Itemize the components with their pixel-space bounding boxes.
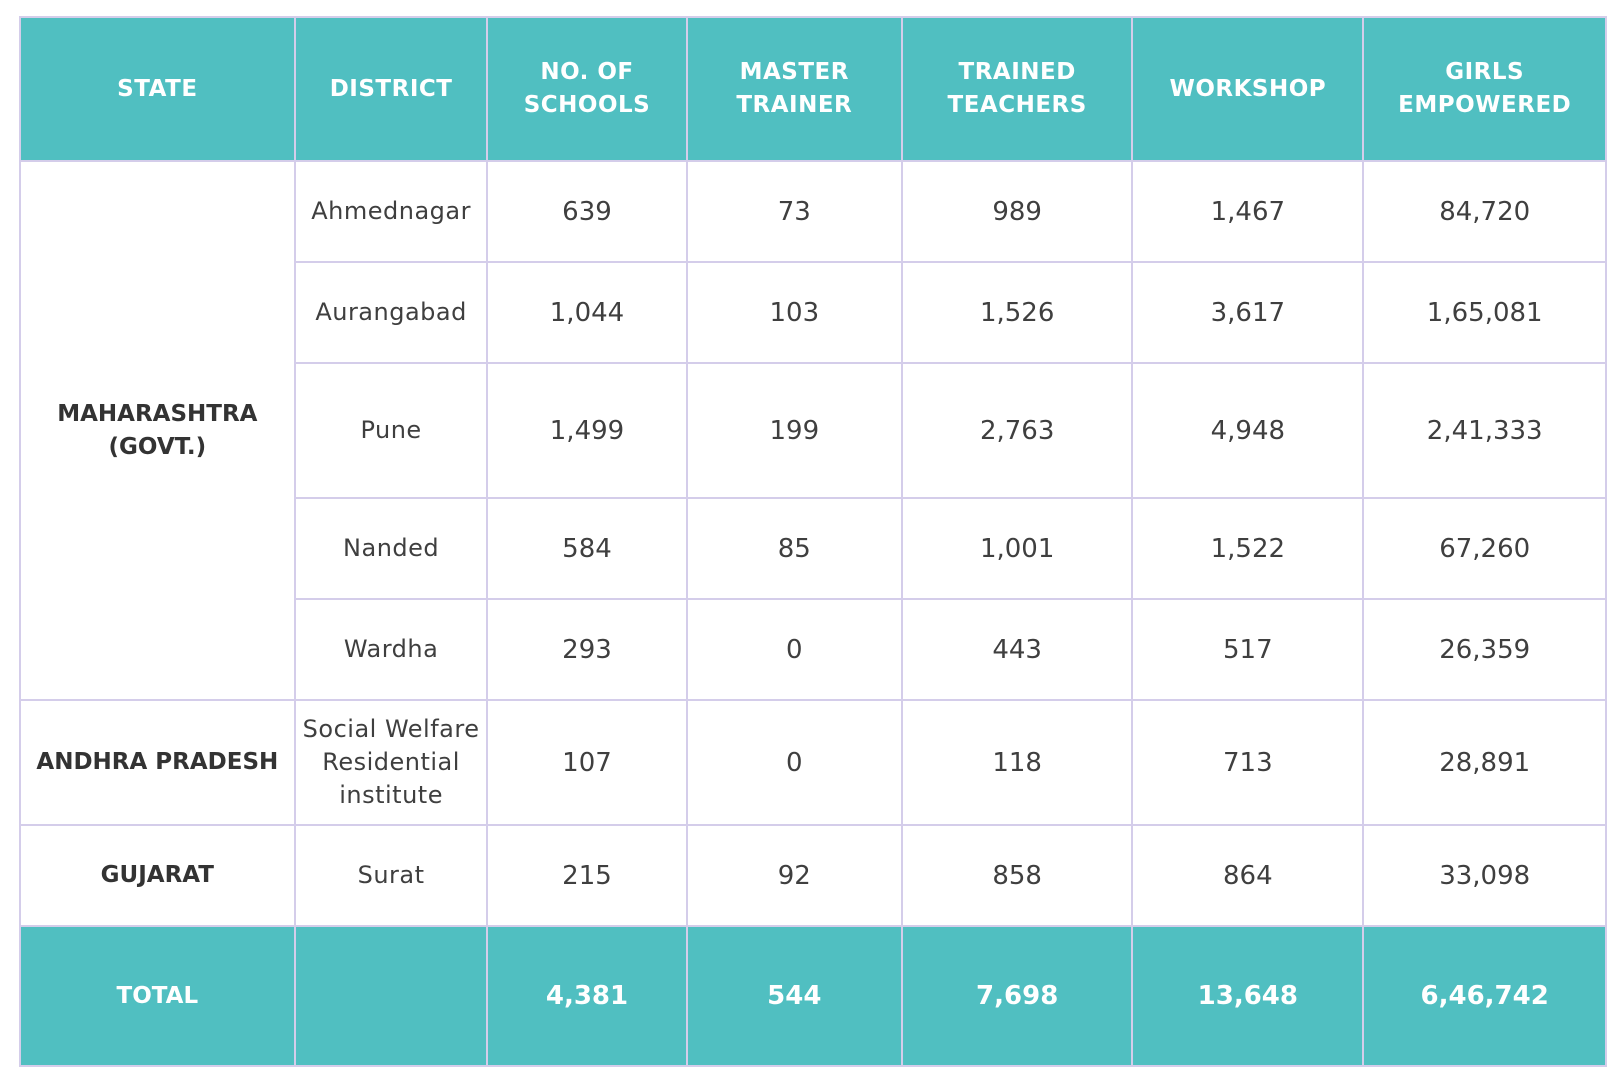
schools-cell: 107: [487, 700, 686, 825]
trained-teachers-cell: 1,001: [902, 498, 1132, 599]
district-cell: Surat: [295, 825, 488, 926]
schools-cell: 215: [487, 825, 686, 926]
master-trainer-cell: 0: [687, 599, 903, 700]
master-trainer-cell: 73: [687, 161, 903, 262]
workshop-cell: 4,948: [1132, 363, 1363, 498]
header-master-trainer: MASTER TRAINER: [687, 17, 903, 161]
master-trainer-cell: 85: [687, 498, 903, 599]
workshop-cell: 517: [1132, 599, 1363, 700]
schools-cell: 584: [487, 498, 686, 599]
girls-empowered-cell: 84,720: [1363, 161, 1606, 262]
workshop-cell: 864: [1132, 825, 1363, 926]
district-cell: Nanded: [295, 498, 488, 599]
total-master-trainer-cell: 544: [687, 926, 903, 1066]
data-table: [19, 16, 1607, 1067]
girls-empowered-cell: 33,098: [1363, 825, 1606, 926]
header-girls-empowered: GIRLS EMPOWERED: [1363, 17, 1606, 161]
trained-teachers-cell: 989: [902, 161, 1132, 262]
table-row: [20, 825, 1606, 926]
schools-cell: 639: [487, 161, 686, 262]
master-trainer-cell: 199: [687, 363, 903, 498]
district-cell: Aurangabad: [295, 262, 488, 363]
master-trainer-cell: 92: [687, 825, 903, 926]
schools-cell: 293: [487, 599, 686, 700]
district-cell: Wardha: [295, 599, 488, 700]
total-workshop-cell: 13,648: [1132, 926, 1363, 1066]
state-cell-maharashtra: MAHARASHTRA (GOVT.): [20, 161, 295, 700]
total-trained-teachers-cell: 7,698: [902, 926, 1132, 1066]
workshop-cell: 3,617: [1132, 262, 1363, 363]
trained-teachers-cell: 1,526: [902, 262, 1132, 363]
schools-cell: 1,499: [487, 363, 686, 498]
state-cell-andhra-pradesh: ANDHRA PRADESH: [20, 700, 295, 825]
header-state: STATE: [20, 17, 295, 161]
workshop-cell: 1,467: [1132, 161, 1363, 262]
header-district: DISTRICT: [295, 17, 488, 161]
workshop-cell: 1,522: [1132, 498, 1363, 599]
master-trainer-cell: 103: [687, 262, 903, 363]
girls-empowered-cell: 2,41,333: [1363, 363, 1606, 498]
trained-teachers-cell: 118: [902, 700, 1132, 825]
total-girls-empowered-cell: 6,46,742: [1363, 926, 1606, 1066]
header-trained-teachers: TRAINED TEACHERS: [902, 17, 1132, 161]
trained-teachers-cell: 858: [902, 825, 1132, 926]
trained-teachers-cell: 443: [902, 599, 1132, 700]
girls-empowered-cell: 26,359: [1363, 599, 1606, 700]
district-cell: Ahmednagar: [295, 161, 488, 262]
table-row: [20, 161, 1606, 262]
header-workshop: WORKSHOP: [1132, 17, 1363, 161]
district-cell: Pune: [295, 363, 488, 498]
header-no-of-schools: NO. OF SCHOOLS: [487, 17, 686, 161]
total-label: TOTAL: [20, 926, 295, 1066]
state-cell-gujarat: GUJARAT: [20, 825, 295, 926]
table-row: [20, 700, 1606, 825]
trained-teachers-cell: 2,763: [902, 363, 1132, 498]
total-schools-cell: 4,381: [487, 926, 686, 1066]
girls-empowered-cell: 1,65,081: [1363, 262, 1606, 363]
master-trainer-cell: 0: [687, 700, 903, 825]
district-cell: Social Welfare Residential institute: [295, 700, 488, 825]
header-row: [20, 17, 1606, 161]
girls-empowered-cell: 28,891: [1363, 700, 1606, 825]
schools-cell: 1,044: [487, 262, 686, 363]
girls-empowered-cell: 67,260: [1363, 498, 1606, 599]
total-row: [20, 926, 1606, 1066]
workshop-cell: 713: [1132, 700, 1363, 825]
total-district-cell: [295, 926, 488, 1066]
